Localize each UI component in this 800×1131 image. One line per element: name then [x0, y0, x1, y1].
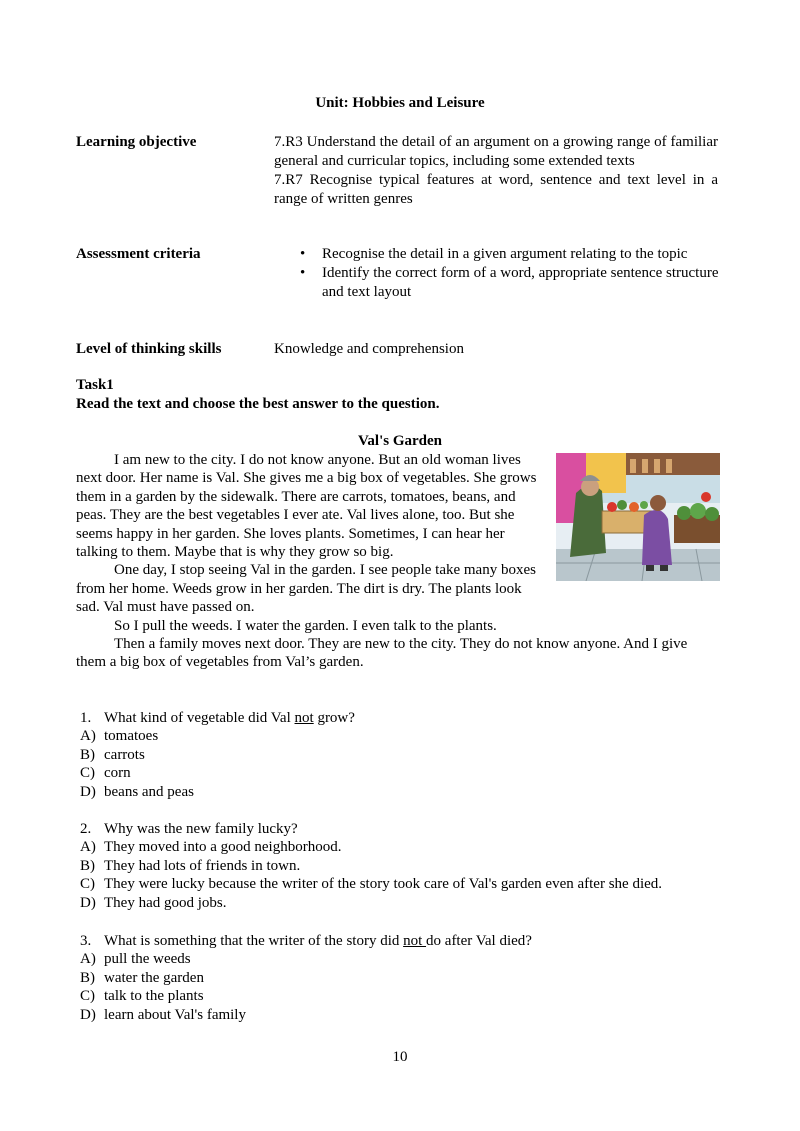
story-paragraph: One day, I stop seeing Val in the garden. I see people take many boxes from her home. Weeds grow in her garden. The dirt is dry. The plants look sad. Val must have passed on. — [76, 562, 536, 616]
learning-objective-value — [274, 133, 718, 209]
story-paragraph: I am new to the city. I do not know anyone. But an old woman lives next door. Her name is Val. She gives me a big box of vegetables. She grows them in a garden by the sidewalk. There are carrots, tomatoes, beans, and peas. They are the best vegetables I ever ate. Val lives alone, too. But she seems happy in her garden. She loves plants. Sometimes, I can hear her talking to them. Maybe that is why they grow so big. — [76, 452, 537, 561]
answer-option[interactable]: D) learn about Val's family — [80, 1006, 246, 1023]
question-2 — [80, 820, 662, 912]
answer-option[interactable]: C) talk to the plants — [80, 988, 204, 1005]
question-stem: 2. Why was the new family lucky? — [80, 821, 298, 837]
thinking-skills-value: Knowledge and comprehension — [274, 341, 464, 357]
task-instruction: Read the text and choose the best answer to the question. — [76, 396, 440, 412]
answer-option[interactable]: A) tomatoes — [80, 728, 159, 745]
question-stem: 3. What is something that the writer of the story did not do after Val died? — [80, 933, 532, 949]
page-number: 10 — [392, 1049, 408, 1065]
question-1 — [80, 709, 355, 801]
garden-illustration — [556, 453, 720, 581]
learning-objective-label: Learning objective — [76, 134, 197, 150]
learning-objective-item: 7.R3 Understand the detail of an argument on a growing range of familiar general and curricular topics, including some extended texts — [274, 134, 718, 169]
answer-option[interactable]: A) They moved into a good neighborhood. — [80, 839, 342, 856]
bullet-icon: • — [300, 246, 306, 262]
unit-title: Unit: Hobbies and Leisure — [315, 95, 485, 111]
story-paragraph: Then a family moves next door. They are new to the city. They do not know anyone. And I give them a big box of vegetables from Val’s garden. — [76, 636, 688, 671]
task-heading: Task1 — [76, 377, 114, 393]
story-paragraph: So I pull the weeds. I water the garden. I even talk to the plants. — [114, 617, 497, 634]
answer-option[interactable]: B) They had lots of friends in town. — [80, 857, 301, 874]
assessment-criteria-list — [300, 245, 720, 302]
answer-option[interactable]: B) carrots — [80, 746, 145, 763]
assessment-criteria-label: Assessment criteria — [76, 246, 201, 262]
bullet-icon: • — [300, 265, 306, 281]
answer-option[interactable]: C) corn — [80, 765, 131, 782]
learning-objective-item: 7.R7 Recognise typical features at word, sentence and text level in a range of written genres — [274, 172, 718, 207]
answer-option[interactable]: A) pull the weeds — [80, 951, 191, 968]
assessment-criteria-item: • Identify the correct form of a word, appropriate sentence structure and text layout — [300, 265, 719, 300]
answer-option[interactable]: D) beans and peas — [80, 783, 194, 800]
question-3 — [80, 932, 532, 1024]
question-stem: 1. What kind of vegetable did Val not grow? — [80, 710, 355, 726]
assessment-criteria-item: • Recognise the detail in a given argument relating to the topic — [300, 246, 688, 262]
answer-option[interactable]: B) water the garden — [80, 969, 204, 986]
answer-option[interactable]: D) They had good jobs. — [80, 894, 227, 911]
thinking-skills-label: Level of thinking skills — [76, 341, 222, 357]
story-title: Val's Garden — [357, 433, 443, 449]
story-text — [76, 451, 720, 672]
answer-option[interactable]: C) They were lucky because the writer of the story took care of Val's garden even after she died. — [80, 876, 663, 893]
